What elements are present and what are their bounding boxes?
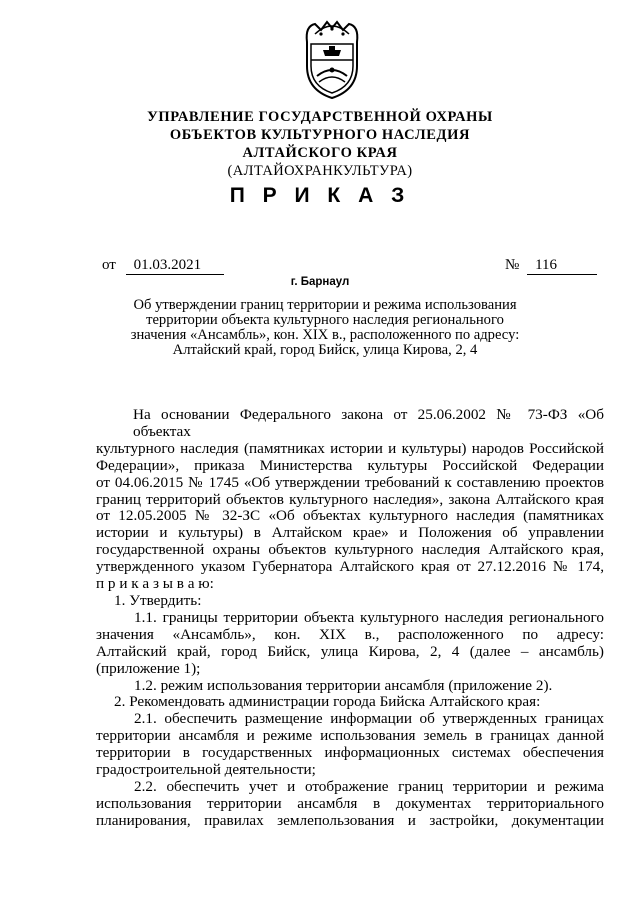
body-line: территории в государственных информационных системах обеспечения xyxy=(96,744,604,762)
body-line: территории ансамбля и режиме использования земель в границах данной xyxy=(96,727,604,745)
body-line: На основании Федерального закона от 25.06.2002 № 73-ФЗ «Об объектах xyxy=(133,406,604,440)
document-number: 116 xyxy=(527,257,597,275)
document-body xyxy=(96,407,604,830)
number-row xyxy=(505,257,597,275)
body-line: 2.2. обеспечить учет и отображение границ территории и режима xyxy=(134,777,604,795)
document-type-title: П Р И К А З xyxy=(229,184,411,207)
body-line: истории и культуры) в Алтайском крае» и Положения об управлении xyxy=(96,524,604,542)
body-line: градостроительной деятельности; xyxy=(96,761,316,779)
agency-name-line-3: АЛТАЙСКОГО КРАЯ xyxy=(242,145,398,161)
body-line: 1.1. границы территории объекта культурного наследия регионального xyxy=(134,608,604,626)
document-subject: Об утверждении границ территории и режима использования территории объекта культурного наследия регионального значения «Ансамбль», кон. XIX в., расположенного по адресу: Алтайский край, город Бийск, улица Кирова, 2, 4 xyxy=(130,297,520,358)
agency-name-line-2: ОБЪЕКТОВ КУЛЬТУРНОГО НАСЛЕДИЯ xyxy=(169,127,471,143)
body-line: Алтайский край, город Бийск, улица Кирова, 2, 4 (далее – ансамбль) xyxy=(96,642,604,660)
body-line: планирования, правилах землепользования и застройки, документации xyxy=(96,811,604,829)
body-line: 2. Рекомендовать администрации города Бийска Алтайского края: xyxy=(114,693,541,711)
body-line: границ территорий объектов культурного наследия», закона Алтайского края xyxy=(96,490,604,508)
body-line: 2.1. обеспечить размещение информации об утвержденных границах xyxy=(134,710,604,728)
body-line: 1. Утвердить: xyxy=(114,591,202,609)
city: г. Барнаул xyxy=(290,276,350,288)
body-line: от 12.05.2005 № 32-ЗС «Об объектах культурного наследия (памятниках xyxy=(96,507,604,525)
number-label: № xyxy=(505,257,520,273)
agency-short-name: (АЛТАЙОХРАНКУЛЬТУРА) xyxy=(227,163,413,179)
body-line: значения «Ансамбль», кон. XIX в., расположенного по адресу: xyxy=(96,625,604,643)
date-label: от xyxy=(102,257,116,273)
body-line: (приложение 1); xyxy=(96,659,201,677)
body-line: 1.2. режим использования территории ансамбля (приложение 2). xyxy=(134,676,553,694)
body-line: государственной охраны объектов культурного наследия Алтайского края, xyxy=(96,541,604,559)
body-line: п р и к а з ы в а ю: xyxy=(96,575,214,593)
date-row xyxy=(102,257,224,275)
body-line: культурного наследия (памятниках истории и культуры) народов Российской xyxy=(96,439,604,457)
body-line: Федерации», приказа Министерства культуры Российской Федерации xyxy=(96,456,604,474)
altai-krai-coat-of-arms-icon xyxy=(301,20,363,100)
body-line: использования территории ансамбля в документах территориального xyxy=(96,794,604,812)
body-line: утвержденного указом Губернатора Алтайского края от 27.12.2016 № 174, xyxy=(96,558,604,576)
document-date: 01.03.2021 xyxy=(126,257,224,275)
body-line: от 04.06.2015 № 1745 «Об утверждении требований к составлению проектов xyxy=(96,473,604,491)
agency-name-line-1: УПРАВЛЕНИЕ ГОСУДАРСТВЕННОЙ ОХРАНЫ xyxy=(147,109,493,125)
